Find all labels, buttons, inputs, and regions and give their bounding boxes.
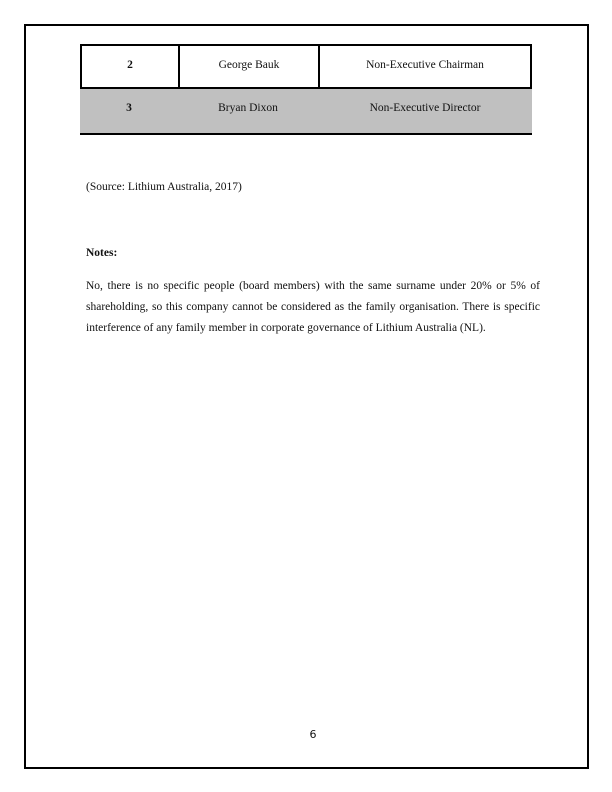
member-name: George Bauk — [180, 46, 320, 87]
page-number: 6 — [309, 728, 317, 741]
member-name: Bryan Dixon — [218, 102, 278, 114]
row-number: 2 — [82, 46, 180, 87]
source-citation: (Source: Lithium Australia, 2017) — [86, 181, 242, 193]
member-role: Non-Executive Chairman — [366, 58, 484, 71]
board-members-table — [80, 44, 532, 135]
page-border — [24, 24, 589, 769]
table-row — [80, 89, 532, 135]
notes-paragraph: No, there is no specific people (board members) with the same surname under 20% or 5% of shareholding, so this company cannot be considered as the family organisation. There is specific interference of any family member in corporate governance of Lithium Australia (NL). — [86, 280, 540, 334]
notes-heading: Notes: — [86, 247, 118, 259]
member-role: Non-Executive Director — [369, 102, 481, 114]
row-number: 3 — [126, 102, 132, 114]
table-row — [80, 44, 532, 89]
